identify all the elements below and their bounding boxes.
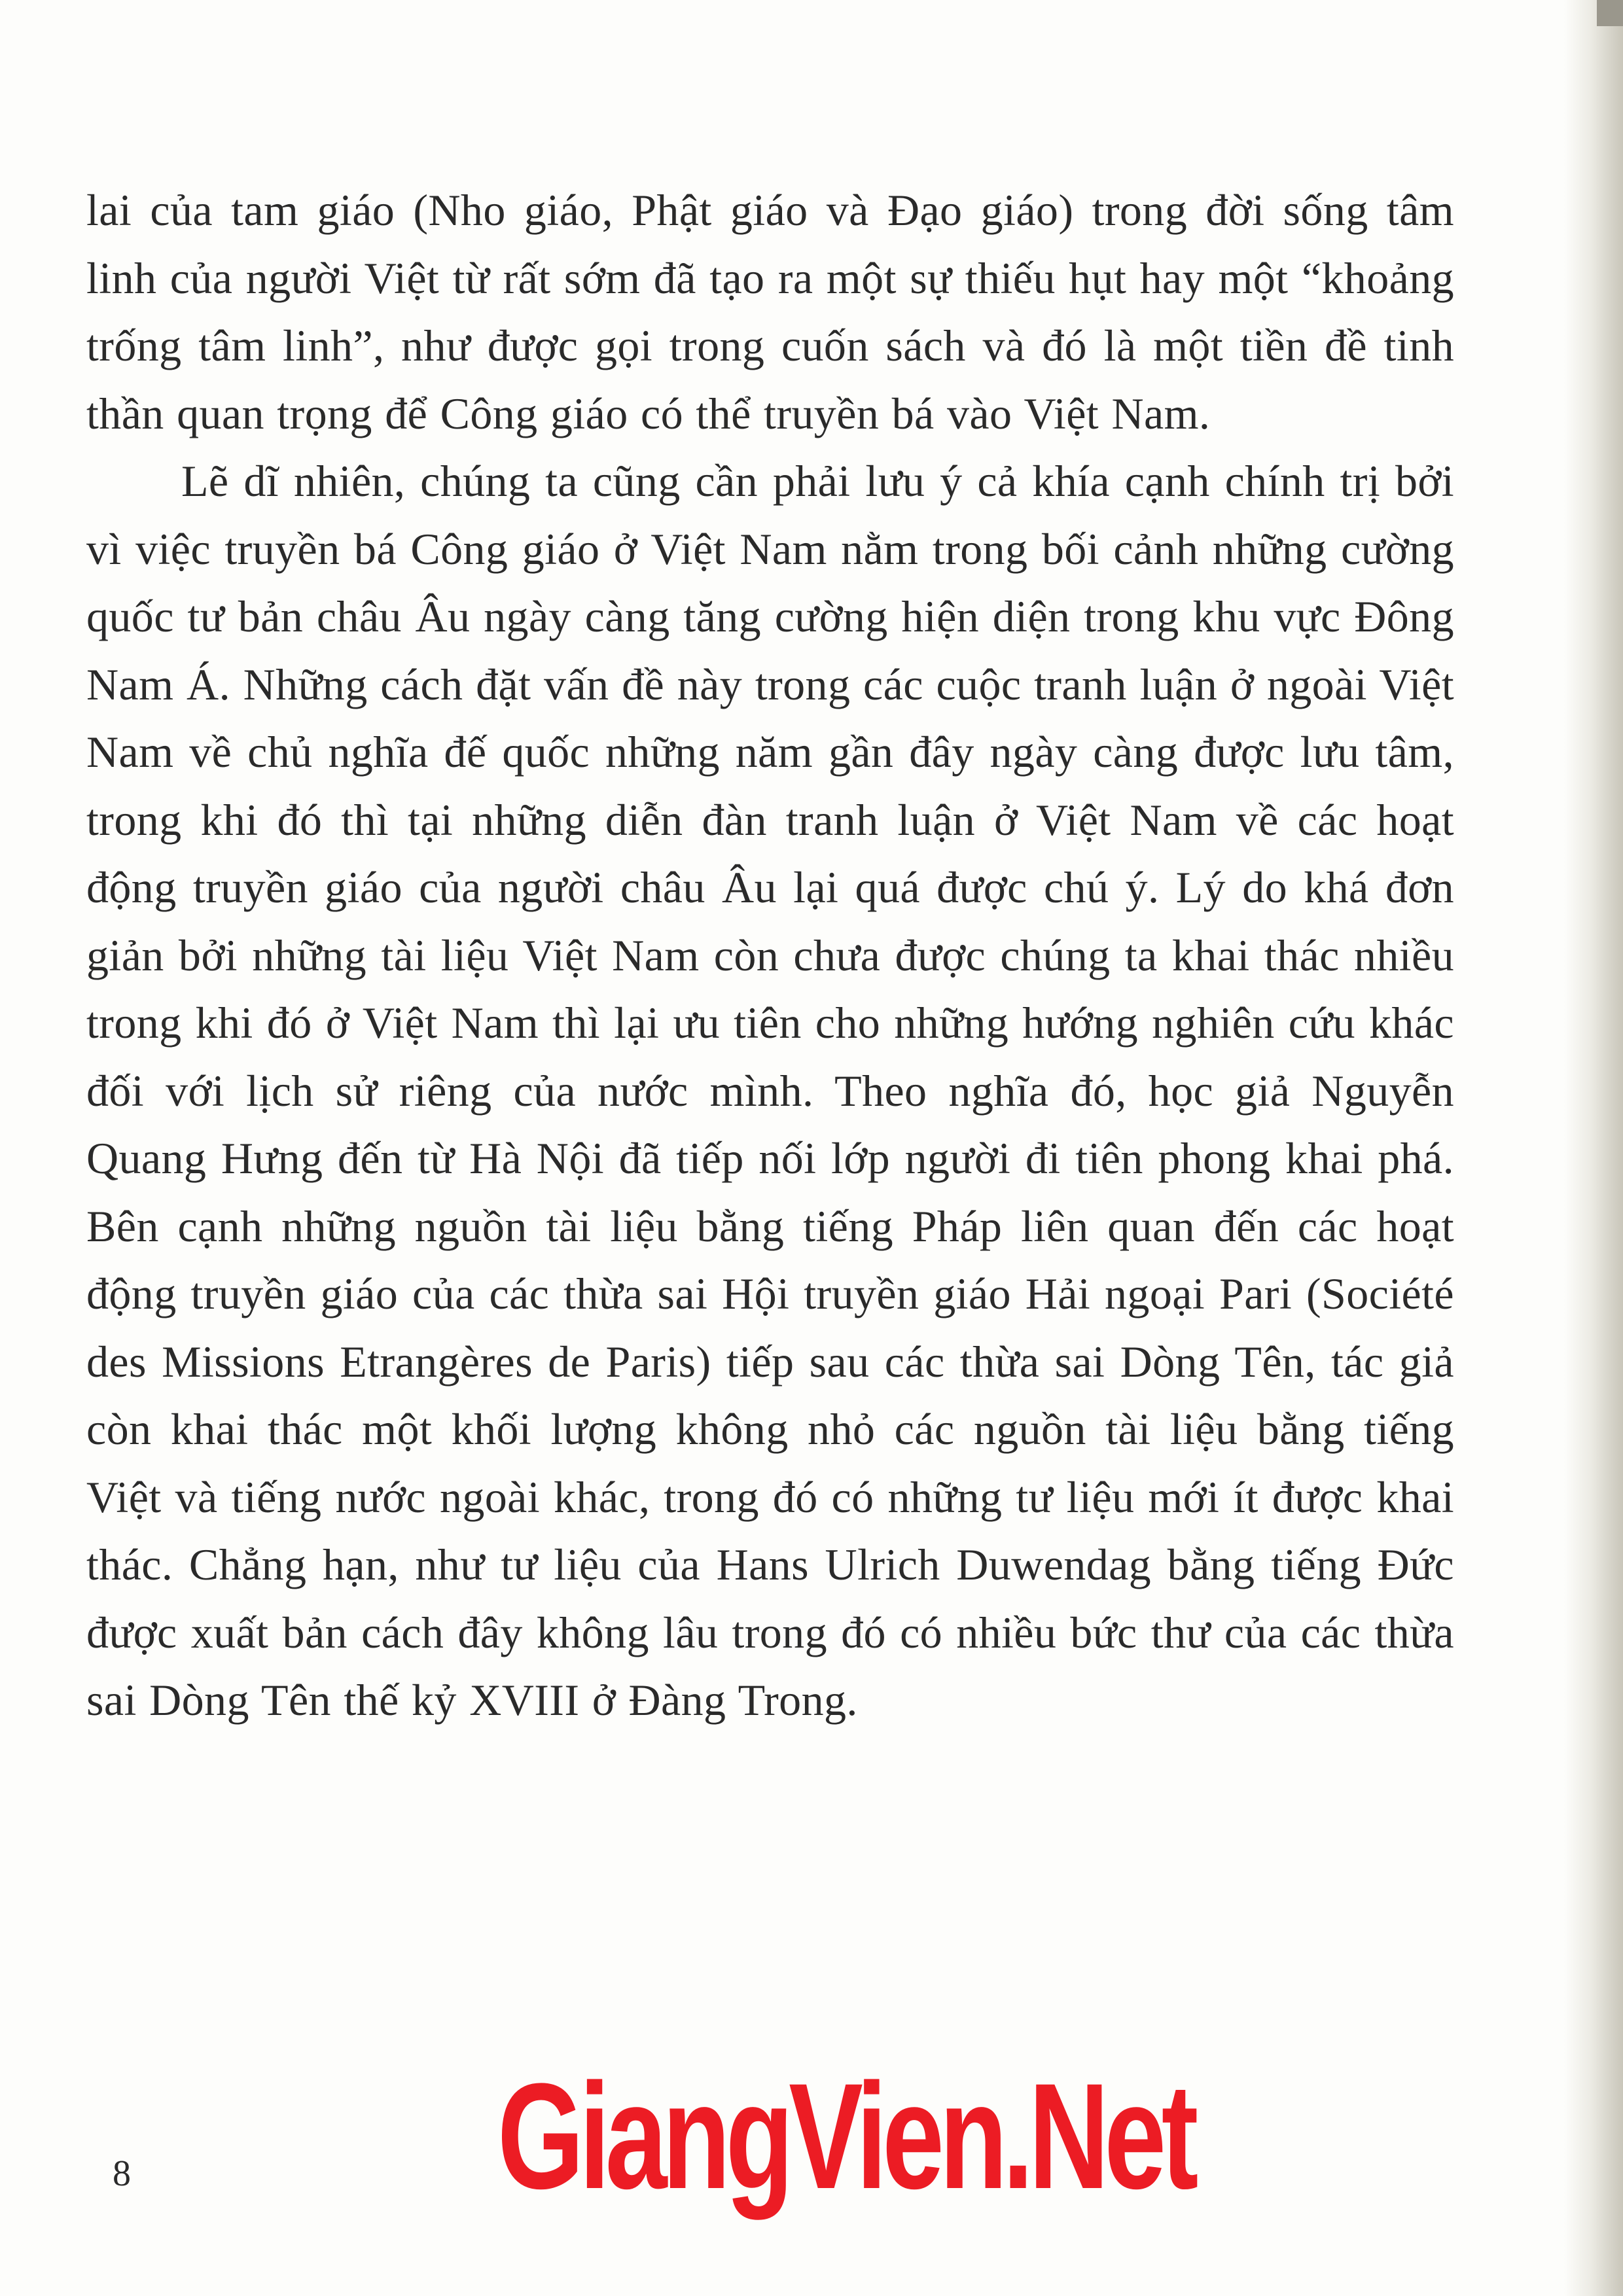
page-binding-edge [1564, 0, 1623, 2296]
paragraph-political-context: Lẽ dĩ nhiên, chúng ta cũng cần phải lưu ý cả khía cạnh chính trị bởi vì việc truyền bá Công giáo ở Việt Nam nằm trong bối cảnh những cường quốc tư bản châu Âu ngày càng tăng cường hiện diện trong khu vực Đông Nam Á. Những cách đặt vấn đề này trong các cuộc tranh luận ở ngoài Việt Nam về chủ nghĩa đế quốc những năm gần đây ngày càng được lưu tâm, trong khi đó thì tại những diễn đàn tranh luận ở Việt Nam về các hoạt động truyền giáo của người châu Âu lại quá được chú ý. Lý do khá đơn giản bởi những tài liệu Việt Nam còn chưa được chúng ta khai thác nhiều trong khi đó ở Việt Nam thì lại ưu tiên cho những hướng nghiên cứu khác đối với lịch sử riêng của nước mình. Theo nghĩa đó, học giả Nguyễn Quang Hưng đến từ Hà Nội đã tiếp nối lớp người đi tiên phong khai phá. Bên cạnh những nguồn tài liệu bằng tiếng Pháp liên quan đến các hoạt động truyền giáo của các thừa sai Hội truyền giáo Hải ngoại Pari (Société des Missions Etrangères de Paris) tiếp sau các thừa sai Dòng Tên, tác giả còn khai thác một khối lượng không nhỏ các nguồn tài liệu bằng tiếng Việt và tiếng nước ngoài khác, trong đó có những tư liệu mới ít được khai thác. Chẳng hạn, như tư liệu của Hans Ulrich Duwendag bằng tiếng Đức được xuất bản cách đây không lâu trong đó có nhiều bức thư của các thừa sai Dòng Tên thế kỷ XVIII ở Đàng Trong. [86, 456, 1454, 1725]
page-number: 8 [113, 2153, 131, 2194]
watermark-logo: GiangVien.Net [497, 2052, 1194, 2220]
body-text [86, 177, 1454, 1735]
binding-shadow [1597, 0, 1623, 26]
paragraph-continued: lai của tam giáo (Nho giáo, Phật giáo và Đạo giáo) trong đời sống tâm linh của người Việt từ rất sớm đã tạo ra một sự thiếu hụt hay một “khoảng trống tâm linh”, như được gọi trong cuốn sách và đó là một tiền đề tinh thần quan trọng để Công giáo có thể truyền bá vào Việt Nam. [86, 185, 1454, 438]
